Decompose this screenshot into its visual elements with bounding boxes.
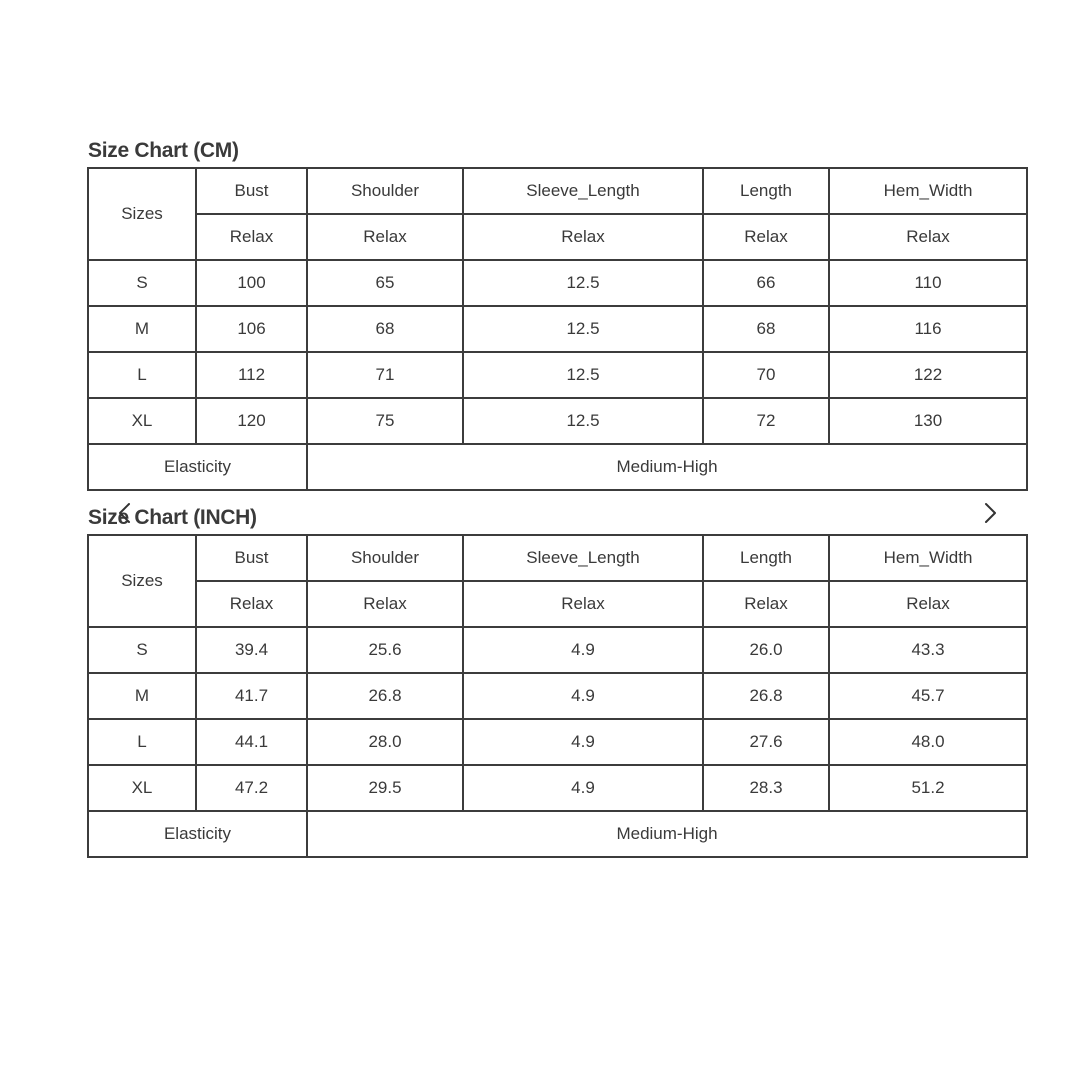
size-chart-cm-title: Size Chart (CM) (88, 139, 239, 162)
column-header-length: Length (703, 535, 829, 581)
elasticity-value: Medium-High (307, 811, 1027, 857)
value-cell: 4.9 (463, 765, 703, 811)
value-cell: 48.0 (829, 719, 1027, 765)
subheader-cell: Relax (463, 214, 703, 260)
size-chart-cm-table (87, 167, 1028, 491)
subheader-cell: Relax (307, 581, 463, 627)
value-cell: 72 (703, 398, 829, 444)
subheader-cell: Relax (829, 581, 1027, 627)
value-cell: 26.0 (703, 627, 829, 673)
table-row (88, 765, 1027, 811)
size-cell: L (88, 352, 196, 398)
table-subheader-row (88, 581, 1027, 627)
column-header-sleeve-length: Sleeve_Length (463, 535, 703, 581)
chevron-left-icon (110, 498, 140, 528)
value-cell: 66 (703, 260, 829, 306)
value-cell: 44.1 (196, 719, 307, 765)
value-cell: 106 (196, 306, 307, 352)
value-cell: 12.5 (463, 398, 703, 444)
elasticity-label: Elasticity (88, 811, 307, 857)
column-header-hem-width: Hem_Width (829, 168, 1027, 214)
value-cell: 27.6 (703, 719, 829, 765)
column-header-bust: Bust (196, 535, 307, 581)
table-header-row (88, 168, 1027, 214)
subheader-cell: Relax (196, 581, 307, 627)
size-chart-inch-title: Size Chart (INCH) (88, 506, 257, 529)
value-cell: 116 (829, 306, 1027, 352)
sizes-header-cell: Sizes (88, 535, 196, 627)
value-cell: 28.3 (703, 765, 829, 811)
value-cell: 41.7 (196, 673, 307, 719)
value-cell: 4.9 (463, 673, 703, 719)
table-row (88, 352, 1027, 398)
table-header-row (88, 535, 1027, 581)
value-cell: 12.5 (463, 352, 703, 398)
table-row (88, 627, 1027, 673)
value-cell: 29.5 (307, 765, 463, 811)
column-header-hem-width: Hem_Width (829, 535, 1027, 581)
sizes-header-cell: Sizes (88, 168, 196, 260)
column-header-bust: Bust (196, 168, 307, 214)
elasticity-value: Medium-High (307, 444, 1027, 490)
subheader-cell: Relax (703, 214, 829, 260)
value-cell: 71 (307, 352, 463, 398)
value-cell: 65 (307, 260, 463, 306)
value-cell: 100 (196, 260, 307, 306)
column-header-shoulder: Shoulder (307, 168, 463, 214)
size-cell: XL (88, 398, 196, 444)
value-cell: 70 (703, 352, 829, 398)
table-row (88, 719, 1027, 765)
value-cell: 120 (196, 398, 307, 444)
value-cell: 4.9 (463, 719, 703, 765)
subheader-cell: Relax (307, 214, 463, 260)
subheader-cell: Relax (703, 581, 829, 627)
size-cell: S (88, 260, 196, 306)
chevron-right-icon (976, 498, 1006, 528)
value-cell: 110 (829, 260, 1027, 306)
elasticity-row (88, 811, 1027, 857)
value-cell: 4.9 (463, 627, 703, 673)
size-cell: XL (88, 765, 196, 811)
elasticity-label: Elasticity (88, 444, 307, 490)
table-subheader-row (88, 214, 1027, 260)
value-cell: 45.7 (829, 673, 1027, 719)
column-header-shoulder: Shoulder (307, 535, 463, 581)
value-cell: 51.2 (829, 765, 1027, 811)
table-row (88, 260, 1027, 306)
subheader-cell: Relax (196, 214, 307, 260)
value-cell: 47.2 (196, 765, 307, 811)
table-row (88, 673, 1027, 719)
column-header-length: Length (703, 168, 829, 214)
value-cell: 75 (307, 398, 463, 444)
value-cell: 26.8 (703, 673, 829, 719)
previous-image-button[interactable] (110, 498, 140, 528)
subheader-cell: Relax (463, 581, 703, 627)
value-cell: 26.8 (307, 673, 463, 719)
value-cell: 68 (703, 306, 829, 352)
value-cell: 25.6 (307, 627, 463, 673)
value-cell: 130 (829, 398, 1027, 444)
size-chart-inch-table (87, 534, 1028, 858)
value-cell: 122 (829, 352, 1027, 398)
column-header-sleeve-length: Sleeve_Length (463, 168, 703, 214)
value-cell: 39.4 (196, 627, 307, 673)
next-image-button[interactable] (976, 498, 1006, 528)
size-cell: L (88, 719, 196, 765)
table-row (88, 306, 1027, 352)
table-row (88, 398, 1027, 444)
subheader-cell: Relax (829, 214, 1027, 260)
value-cell: 28.0 (307, 719, 463, 765)
value-cell: 112 (196, 352, 307, 398)
value-cell: 12.5 (463, 260, 703, 306)
value-cell: 12.5 (463, 306, 703, 352)
size-cell: M (88, 306, 196, 352)
value-cell: 68 (307, 306, 463, 352)
elasticity-row (88, 444, 1027, 490)
value-cell: 43.3 (829, 627, 1027, 673)
size-cell: M (88, 673, 196, 719)
size-cell: S (88, 627, 196, 673)
